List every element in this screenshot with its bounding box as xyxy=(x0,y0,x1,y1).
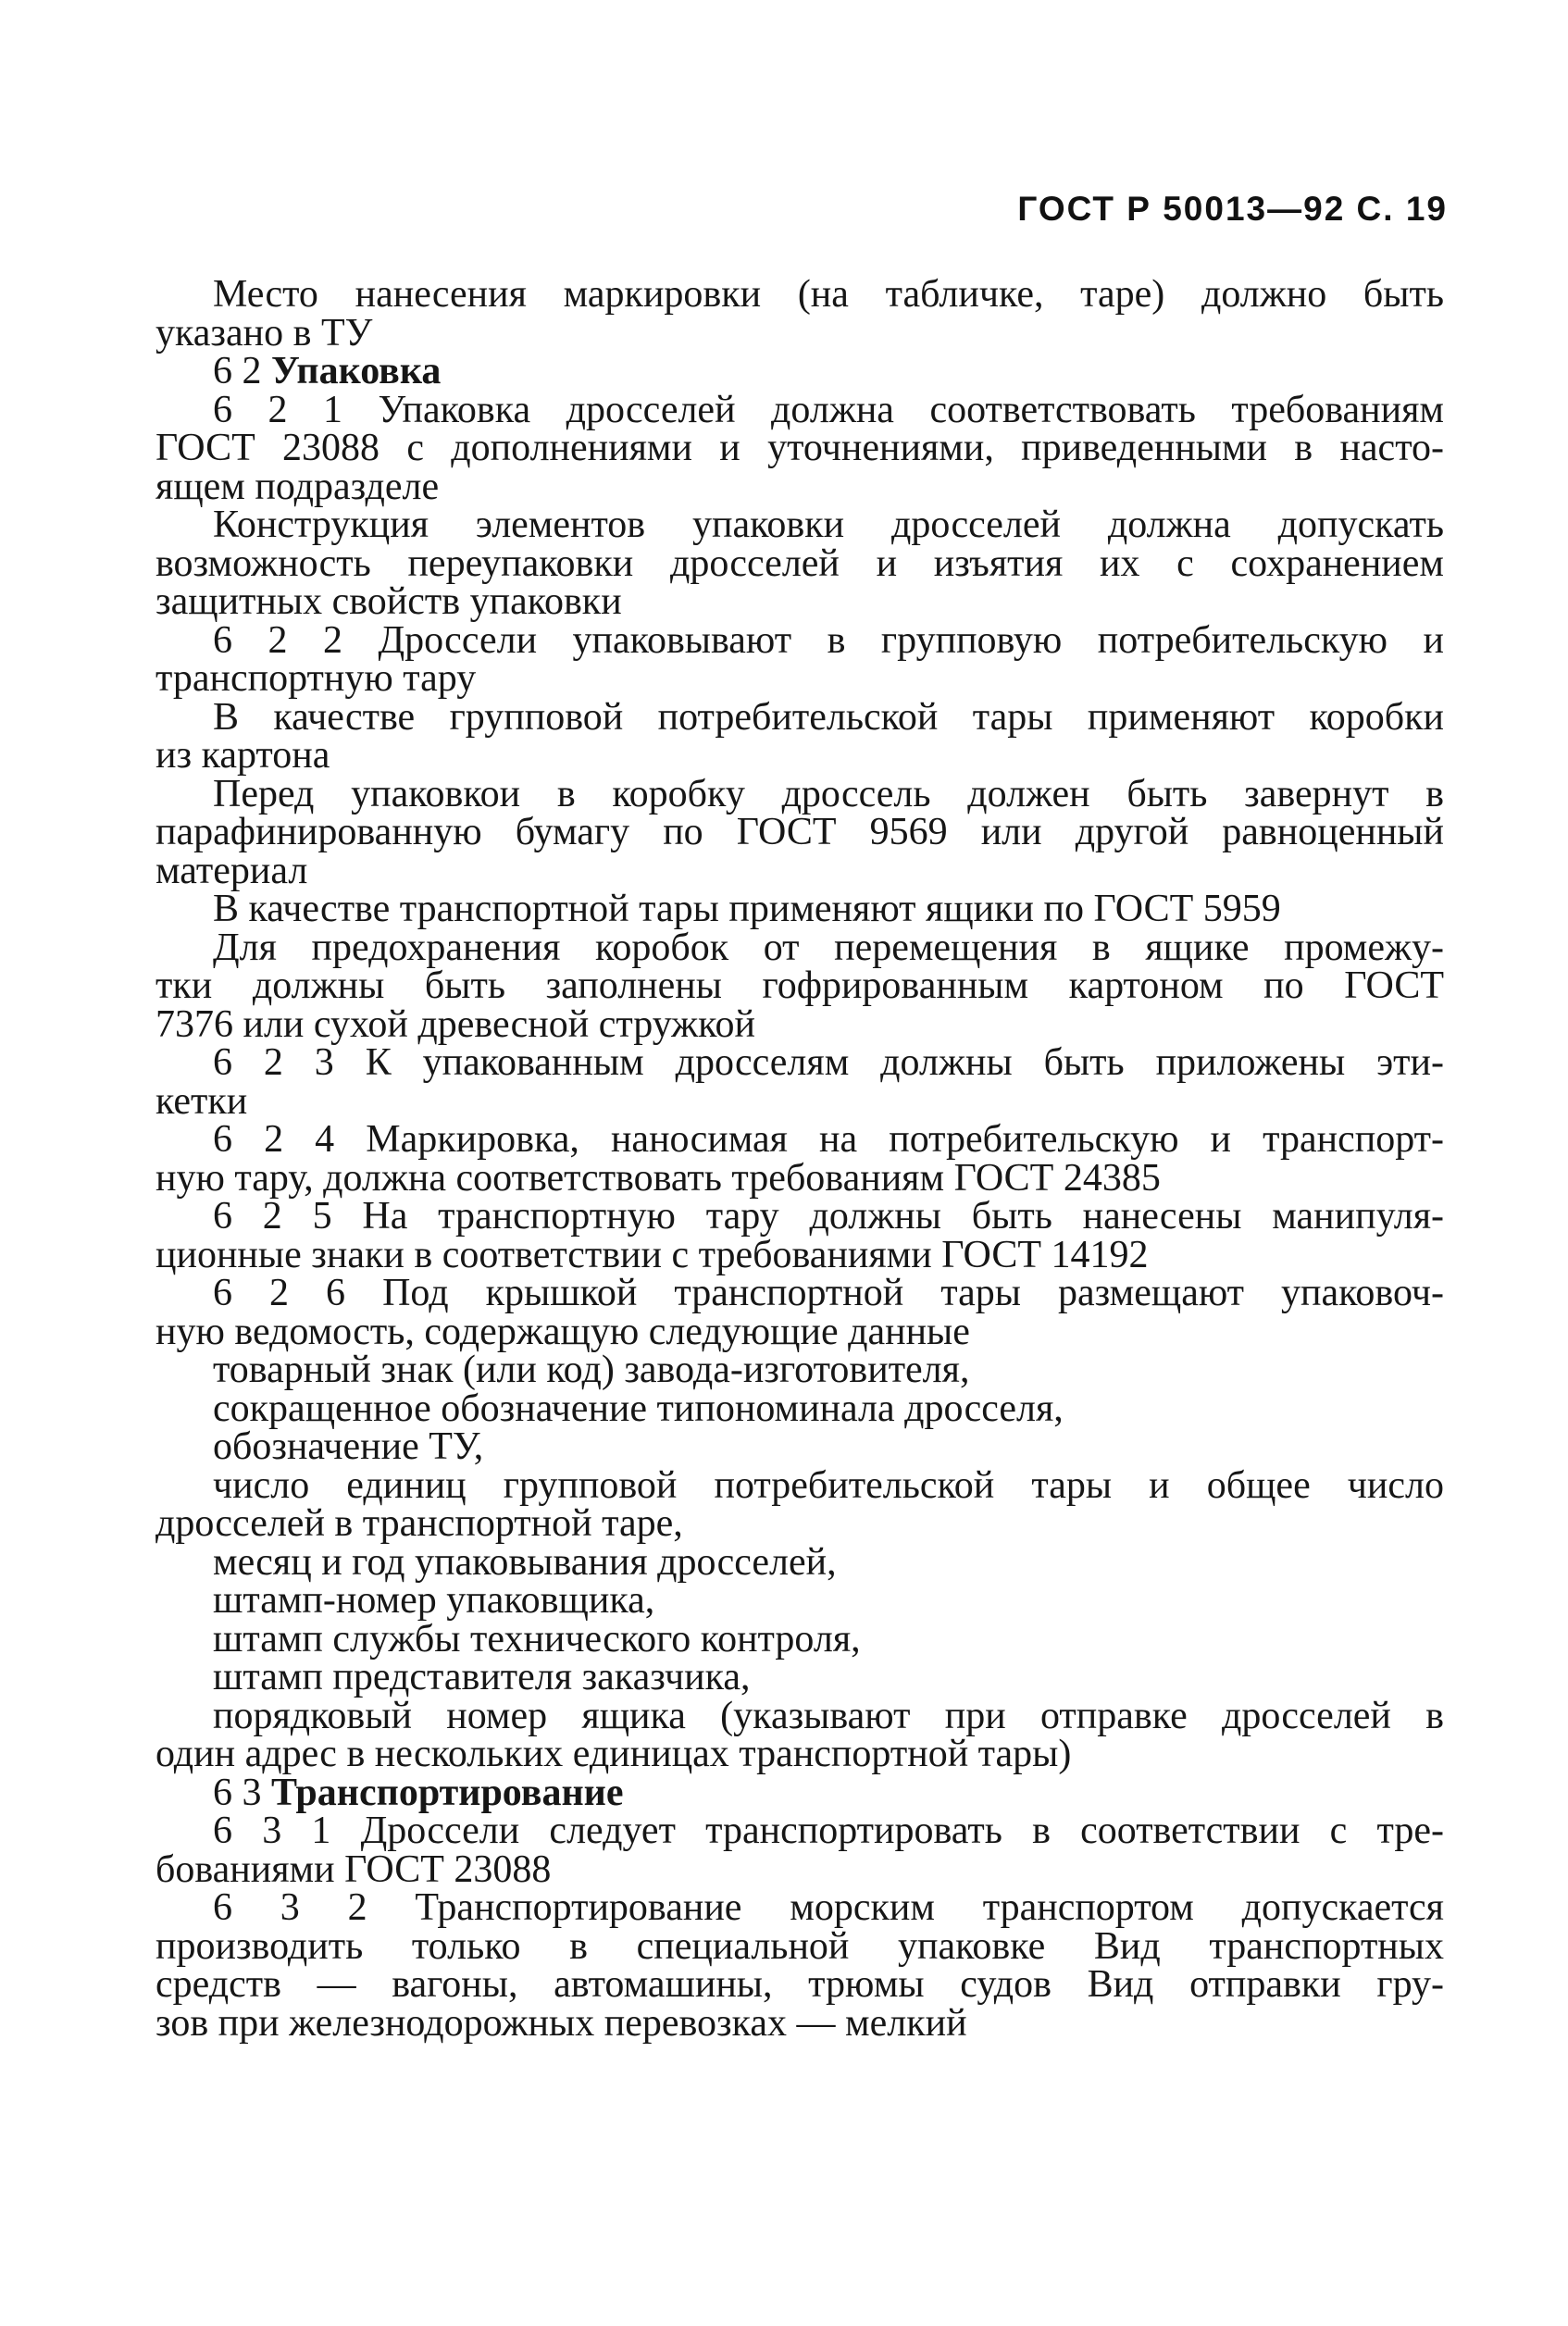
text-line: Для предохранения коробок от перемещения в ящике промежу- xyxy=(213,926,1444,969)
section-number: 6 2 xyxy=(213,350,271,392)
text-line: 6 2 3 К упакованным дросселям должны быть приложены эти- xyxy=(213,1041,1444,1084)
text-line: товарный знак (или код) завода-изготовителя, xyxy=(213,1349,970,1391)
text-line: зов при железнодорожных перевозках — мелкий xyxy=(156,2001,967,2045)
text-line: тки должны быть заполнены гофрированным картоном по ГОСТ xyxy=(156,964,1444,1007)
text-line: ционные знаки в соответствии с требованиями ГОСТ 14192 xyxy=(156,1233,1149,1276)
section-title: Транспортирование xyxy=(271,1771,624,1814)
text-line: Место нанесения маркировки (на табличке, таре) должно быть xyxy=(213,273,1444,316)
section-title: Упаковка xyxy=(271,350,442,392)
text-line: Перед упаковкои в коробку дроссель должен быть завернут в xyxy=(213,772,1444,815)
text-line: 6 3 1 Дроссели следует транспортировать в соответствии с тре- xyxy=(213,1810,1444,1852)
page-header: ГОСТ Р 50013—92 С. 19 xyxy=(1017,190,1448,228)
text-line: В качестве транспортной тары применяют ящики по ГОСТ 5959 xyxy=(213,888,1281,930)
text-line: кетки xyxy=(156,1079,248,1123)
text-line: Конструкция элементов упаковки дросселей должна допускать xyxy=(213,504,1444,546)
text-line: средств — вагоны, автомашины, трюмы судов Вид отправки гру- xyxy=(156,1963,1444,2006)
text-line: обозначение ТУ, xyxy=(213,1425,484,1468)
text-line: В качестве групповой потребительской тары применяют коробки xyxy=(213,695,1444,739)
text-line: 6 2 2 Дроссели упаковывают в групповую потребительскую и xyxy=(213,618,1444,662)
text-line: 6 2 5 На транспортную тару должны быть нанесены манипуля- xyxy=(213,1195,1444,1238)
text-line: указано в ТУ xyxy=(156,311,373,354)
text-line: 6 2 1 Упаковка дросселей должна соответствовать требованиям xyxy=(213,388,1444,431)
section-heading-line xyxy=(156,350,1444,392)
text-line: сокращенное обозначение типономинала дросселя, xyxy=(213,1387,1064,1430)
text-line: порядковый номер ящика (указывают при отправке дросселей в xyxy=(213,1694,1444,1737)
text-line: число единиц групповой потребительской тары и общее число xyxy=(213,1463,1444,1507)
text-line: возможность переупаковки дросселей и изъятия их с сохранением xyxy=(156,541,1444,585)
text-line: ящем подразделе xyxy=(156,465,440,508)
text-line: ГОСТ 23088 с дополнениями и уточнениями, приведенными в насто- xyxy=(156,427,1444,469)
text-line: штамп службы технического контроля, xyxy=(213,1617,861,1661)
text-line: месяц и год упаковывания дросселей, xyxy=(213,1540,837,1584)
text-line: из картона xyxy=(156,734,330,777)
text-line: транспортную тару xyxy=(156,657,477,700)
text-line: материал xyxy=(156,849,308,892)
text-line: 7376 или сухой древесной стружкой xyxy=(156,1002,755,1046)
text-line: дросселей в транспортной таре, xyxy=(156,1502,683,1545)
text-line: бованиями ГОСТ 23088 xyxy=(156,1847,552,1891)
text-line: 6 3 2 Транспортирование морским транспортом допускается xyxy=(213,1886,1444,1929)
document-body xyxy=(156,273,1444,2045)
text-line: 6 2 6 Под крышкой транспортной тары размещают упаковоч- xyxy=(213,1272,1444,1314)
text-line: производить только в специальной упаковке Вид транспортных xyxy=(156,1924,1444,1968)
section-heading-line xyxy=(156,1771,1444,1814)
text-line: парафинированную бумагу по ГОСТ 9569 или другой равноценный xyxy=(156,811,1444,853)
text-line: штамп представителя заказчика, xyxy=(213,1656,751,1698)
text-line: 6 2 4 Маркировка, наносимая на потребительскую и транспорт- xyxy=(213,1118,1444,1161)
section-number: 6 3 xyxy=(213,1771,271,1814)
text-line: ную тару, должна соответствовать требованиям ГОСТ 24385 xyxy=(156,1156,1161,1200)
text-line: защитных свойств упаковки xyxy=(156,580,622,623)
text-line: один адрес в нескольких единицах транспортной тары) xyxy=(156,1733,1072,1775)
text-line: ную ведомость, содержащую следующие данные xyxy=(156,1310,970,1353)
text-line: штамп-номер упаковщика, xyxy=(213,1579,655,1622)
